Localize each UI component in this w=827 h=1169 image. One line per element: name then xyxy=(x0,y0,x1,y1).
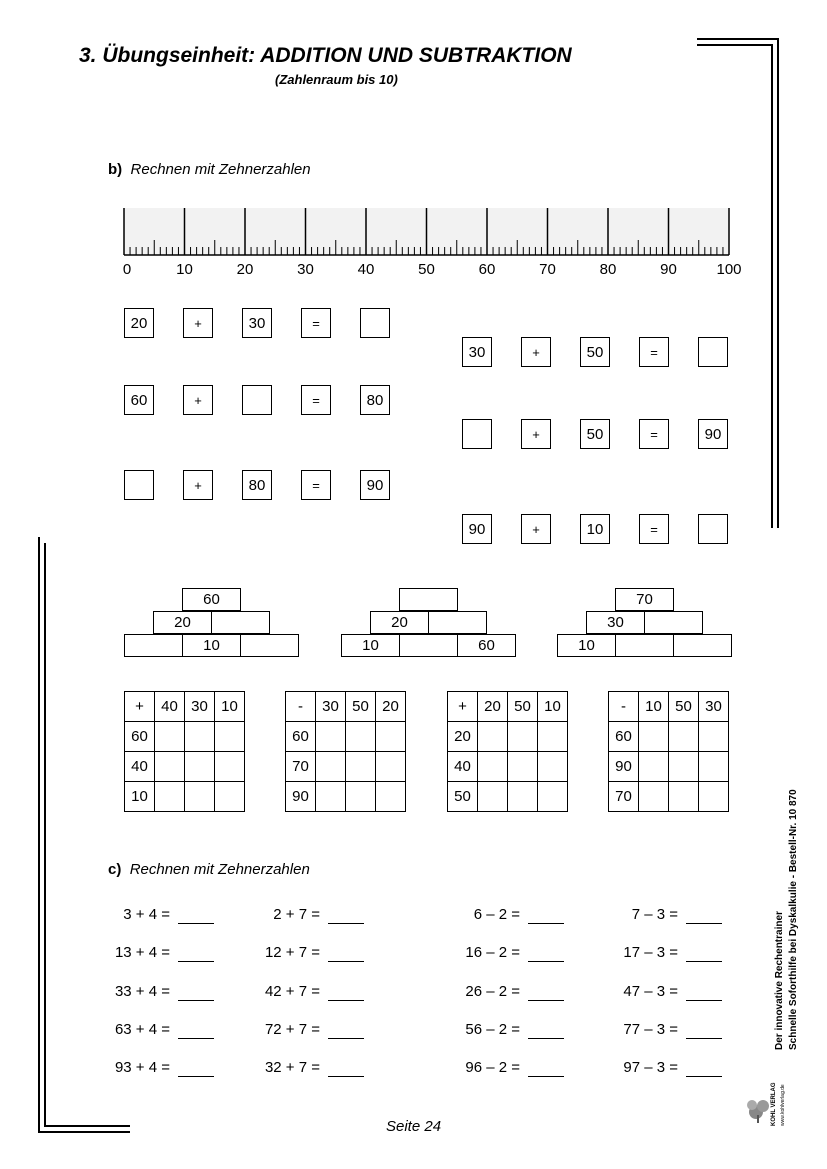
operator-box: + xyxy=(183,470,213,500)
number-box[interactable] xyxy=(698,337,728,367)
row-header-cell: 50 xyxy=(448,782,478,812)
number-box: 20 xyxy=(124,308,154,338)
operator-cell: + xyxy=(448,692,478,722)
pyramid-middle-brick[interactable] xyxy=(211,611,270,634)
row-header-cell: 70 xyxy=(286,752,316,782)
column-header-cell: 30 xyxy=(316,692,346,722)
answer-cell[interactable] xyxy=(316,752,346,782)
number-ruler xyxy=(110,200,750,285)
arithmetic-task xyxy=(410,944,520,961)
answer-blank[interactable] xyxy=(178,948,214,962)
operation-table xyxy=(124,691,245,812)
operator-cell: - xyxy=(609,692,639,722)
pyramid-bottom-brick: 10 xyxy=(557,634,616,657)
number-box: 80 xyxy=(242,470,272,500)
task-expression: 2 + 7 = xyxy=(273,906,320,923)
answer-cell[interactable] xyxy=(215,782,245,812)
arithmetic-task xyxy=(410,1021,520,1038)
column-header-cell: 20 xyxy=(376,692,406,722)
task-expression: 77 – 3 = xyxy=(623,1021,678,1038)
pyramid-middle-brick: 20 xyxy=(370,611,429,634)
answer-blank[interactable] xyxy=(686,987,722,1001)
answer-blank[interactable] xyxy=(528,1025,564,1039)
row-header-cell: 90 xyxy=(609,752,639,782)
answer-cell[interactable] xyxy=(346,752,376,782)
answer-blank[interactable] xyxy=(528,1063,564,1077)
answer-cell[interactable] xyxy=(346,782,376,812)
pyramid-bottom-brick[interactable] xyxy=(124,634,183,657)
pyramid-bottom-brick[interactable] xyxy=(240,634,299,657)
operator-box: + xyxy=(521,337,551,367)
arithmetic-task xyxy=(210,944,320,961)
frame-line xyxy=(38,1131,130,1133)
task-expression: 7 – 3 = xyxy=(631,906,678,923)
task-expression: 42 + 7 = xyxy=(264,983,320,1000)
number-box: 60 xyxy=(124,385,154,415)
publisher-name: KOHL VERLAG xyxy=(771,1082,777,1126)
number-box[interactable] xyxy=(698,514,728,544)
number-box: 30 xyxy=(242,308,272,338)
answer-cell[interactable] xyxy=(538,722,568,752)
operation-table xyxy=(608,691,729,812)
arithmetic-task xyxy=(60,983,170,1000)
operator-box: + xyxy=(183,308,213,338)
section-b-heading xyxy=(108,161,311,178)
pyramid-bottom-brick: 60 xyxy=(457,634,516,657)
answer-cell[interactable] xyxy=(639,752,669,782)
answer-cell[interactable] xyxy=(215,752,245,782)
ruler-label: 100 xyxy=(716,261,742,278)
number-box: 10 xyxy=(580,514,610,544)
column-header-cell: 10 xyxy=(215,692,245,722)
pyramid-middle-brick[interactable] xyxy=(428,611,487,634)
answer-cell[interactable] xyxy=(699,722,729,752)
task-expression: 16 – 2 = xyxy=(465,944,520,961)
row-header-cell: 70 xyxy=(609,782,639,812)
row-header-cell: 20 xyxy=(448,722,478,752)
equals-box: = xyxy=(301,308,331,338)
row-header-cell: 60 xyxy=(609,722,639,752)
equals-box: = xyxy=(639,514,669,544)
section-b-text: Rechnen mit Zehnerzahlen xyxy=(130,161,311,178)
page-title: 3. Übungseinheit: ADDITION UND SUBTRAKTION xyxy=(79,44,572,67)
ruler-label: 10 xyxy=(176,261,193,278)
operation-table xyxy=(447,691,568,812)
answer-blank[interactable] xyxy=(178,987,214,1001)
arithmetic-task xyxy=(60,1059,170,1076)
answer-blank[interactable] xyxy=(686,1063,722,1077)
answer-cell[interactable] xyxy=(639,722,669,752)
page-subtitle: (Zahlenraum bis 10) xyxy=(275,72,398,87)
sidebar-product-text: Der innovative Rechentrainer xyxy=(774,911,785,1050)
answer-blank[interactable] xyxy=(528,948,564,962)
ruler-label: 40 xyxy=(357,261,375,278)
row-header-cell: 40 xyxy=(448,752,478,782)
arithmetic-task xyxy=(568,1021,678,1038)
number-box: 50 xyxy=(580,419,610,449)
pyramid-bottom-brick[interactable] xyxy=(399,634,458,657)
equals-box: = xyxy=(301,385,331,415)
operator-box: + xyxy=(183,385,213,415)
answer-blank[interactable] xyxy=(528,987,564,1001)
answer-blank[interactable] xyxy=(328,948,364,962)
answer-cell[interactable] xyxy=(639,782,669,812)
number-box[interactable] xyxy=(124,470,154,500)
pyramid-middle-brick[interactable] xyxy=(644,611,703,634)
answer-cell[interactable] xyxy=(316,782,346,812)
equals-box: = xyxy=(639,337,669,367)
task-expression: 63 + 4 = xyxy=(114,1021,170,1038)
answer-cell[interactable] xyxy=(215,722,245,752)
arithmetic-task xyxy=(568,944,678,961)
publisher-url: www.kohlverlag.de xyxy=(780,1084,786,1126)
task-expression: 93 + 4 = xyxy=(114,1059,170,1076)
ruler-label: 90 xyxy=(660,261,677,278)
answer-cell[interactable] xyxy=(478,782,508,812)
arithmetic-task xyxy=(410,906,520,923)
task-expression: 47 – 3 = xyxy=(623,983,678,1000)
frame-line xyxy=(44,543,46,1127)
task-expression: 17 – 3 = xyxy=(623,944,678,961)
operator-box: + xyxy=(521,419,551,449)
arithmetic-task xyxy=(210,906,320,923)
column-header-cell: 30 xyxy=(185,692,215,722)
operator-cell: - xyxy=(286,692,316,722)
column-header-cell: 50 xyxy=(346,692,376,722)
answer-cell[interactable] xyxy=(669,782,699,812)
arithmetic-task xyxy=(210,1059,320,1076)
equals-box: = xyxy=(639,419,669,449)
answer-cell[interactable] xyxy=(185,722,215,752)
answer-blank[interactable] xyxy=(328,1025,364,1039)
sidebar-order-text: Schnelle Soforthilfe bei Dyskalkulie - Bestell-Nr. 10 870 xyxy=(788,789,799,1050)
row-header-cell: 90 xyxy=(286,782,316,812)
arithmetic-task xyxy=(60,1021,170,1038)
answer-cell[interactable] xyxy=(376,752,406,782)
task-expression: 13 + 4 = xyxy=(114,944,170,961)
answer-cell[interactable] xyxy=(669,722,699,752)
page-number: Seite 24 xyxy=(386,1118,442,1135)
arithmetic-task xyxy=(60,944,170,961)
column-header-cell: 40 xyxy=(155,692,185,722)
answer-cell[interactable] xyxy=(478,722,508,752)
number-box[interactable] xyxy=(360,308,390,338)
answer-blank[interactable] xyxy=(178,1063,214,1077)
column-header-cell: 10 xyxy=(538,692,568,722)
ruler-label: 50 xyxy=(418,261,435,278)
answer-cell[interactable] xyxy=(316,722,346,752)
answer-cell[interactable] xyxy=(155,752,185,782)
row-header-cell: 10 xyxy=(125,782,155,812)
pyramid-middle-brick: 20 xyxy=(153,611,212,634)
task-expression: 3 + 4 = xyxy=(123,906,170,923)
ruler-label: 60 xyxy=(478,261,496,278)
answer-cell[interactable] xyxy=(508,752,538,782)
arithmetic-task xyxy=(210,1021,320,1038)
column-header-cell: 10 xyxy=(639,692,669,722)
arithmetic-task xyxy=(60,906,170,923)
answer-cell[interactable] xyxy=(669,752,699,782)
frame-line xyxy=(38,537,40,1133)
number-box[interactable] xyxy=(242,385,272,415)
number-box: 90 xyxy=(462,514,492,544)
section-b-label: b) xyxy=(108,161,123,178)
answer-blank[interactable] xyxy=(178,910,214,924)
ruler-label: 20 xyxy=(236,261,254,278)
section-c-text: Rechnen mit Zehnerzahlen xyxy=(129,861,310,878)
pyramid-top-brick: 70 xyxy=(615,588,674,611)
answer-cell[interactable] xyxy=(699,782,729,812)
column-header-cell: 30 xyxy=(699,692,729,722)
number-box: 90 xyxy=(360,470,390,500)
answer-cell[interactable] xyxy=(538,752,568,782)
answer-blank[interactable] xyxy=(328,910,364,924)
ruler-label: 80 xyxy=(599,261,617,278)
answer-blank[interactable] xyxy=(178,1025,214,1039)
column-header-cell: 50 xyxy=(669,692,699,722)
section-c-label: c) xyxy=(108,861,122,878)
column-header-cell: 20 xyxy=(478,692,508,722)
task-expression: 56 – 2 = xyxy=(465,1021,520,1038)
task-expression: 26 – 2 = xyxy=(465,983,520,1000)
answer-cell[interactable] xyxy=(346,722,376,752)
answer-blank[interactable] xyxy=(686,948,722,962)
answer-cell[interactable] xyxy=(155,722,185,752)
arithmetic-task xyxy=(410,1059,520,1076)
frame-line xyxy=(697,38,777,40)
row-header-cell: 60 xyxy=(286,722,316,752)
arithmetic-task xyxy=(410,983,520,1000)
answer-cell[interactable] xyxy=(376,722,406,752)
operation-table xyxy=(285,691,406,812)
number-box[interactable] xyxy=(462,419,492,449)
number-box: 50 xyxy=(580,337,610,367)
answer-cell[interactable] xyxy=(538,782,568,812)
task-expression: 96 – 2 = xyxy=(465,1059,520,1076)
operator-box: + xyxy=(521,514,551,544)
pyramid-top-brick: 60 xyxy=(182,588,241,611)
ruler-label: 30 xyxy=(297,261,314,278)
answer-cell[interactable] xyxy=(185,752,215,782)
task-expression: 12 + 7 = xyxy=(264,944,320,961)
task-expression: 6 – 2 = xyxy=(473,906,520,923)
column-header-cell: 50 xyxy=(508,692,538,722)
task-expression: 33 + 4 = xyxy=(114,983,170,1000)
frame-line xyxy=(771,44,773,528)
arithmetic-task xyxy=(210,983,320,1000)
answer-cell[interactable] xyxy=(478,752,508,782)
row-header-cell: 40 xyxy=(125,752,155,782)
frame-line xyxy=(697,44,771,46)
answer-cell[interactable] xyxy=(376,782,406,812)
publisher-logo-icon xyxy=(746,1060,786,1126)
pyramid-bottom-brick: 10 xyxy=(182,634,241,657)
section-c-heading xyxy=(108,861,310,878)
task-expression: 72 + 7 = xyxy=(264,1021,320,1038)
arithmetic-task xyxy=(568,983,678,1000)
arithmetic-task xyxy=(568,906,678,923)
row-header-cell: 60 xyxy=(125,722,155,752)
pyramid-bottom-brick[interactable] xyxy=(615,634,674,657)
operator-cell: + xyxy=(125,692,155,722)
pyramid-bottom-brick[interactable] xyxy=(673,634,732,657)
equals-box: = xyxy=(301,470,331,500)
pyramid-top-brick[interactable] xyxy=(399,588,458,611)
frame-line xyxy=(44,1125,130,1127)
answer-cell[interactable] xyxy=(155,782,185,812)
answer-cell[interactable] xyxy=(185,782,215,812)
ruler-label: 70 xyxy=(539,261,556,278)
frame-line xyxy=(777,38,779,528)
answer-blank[interactable] xyxy=(686,1025,722,1039)
answer-blank[interactable] xyxy=(328,1063,364,1077)
answer-blank[interactable] xyxy=(328,987,364,1001)
number-box: 80 xyxy=(360,385,390,415)
answer-cell[interactable] xyxy=(508,722,538,752)
number-box: 90 xyxy=(698,419,728,449)
answer-cell[interactable] xyxy=(699,752,729,782)
arithmetic-task xyxy=(568,1059,678,1076)
answer-cell[interactable] xyxy=(508,782,538,812)
task-expression: 97 – 3 = xyxy=(623,1059,678,1076)
number-box: 30 xyxy=(462,337,492,367)
answer-blank[interactable] xyxy=(686,910,722,924)
pyramid-middle-brick: 30 xyxy=(586,611,645,634)
ruler-label: 0 xyxy=(122,261,132,278)
answer-blank[interactable] xyxy=(528,910,564,924)
task-expression: 32 + 7 = xyxy=(264,1059,320,1076)
pyramid-bottom-brick: 10 xyxy=(341,634,400,657)
